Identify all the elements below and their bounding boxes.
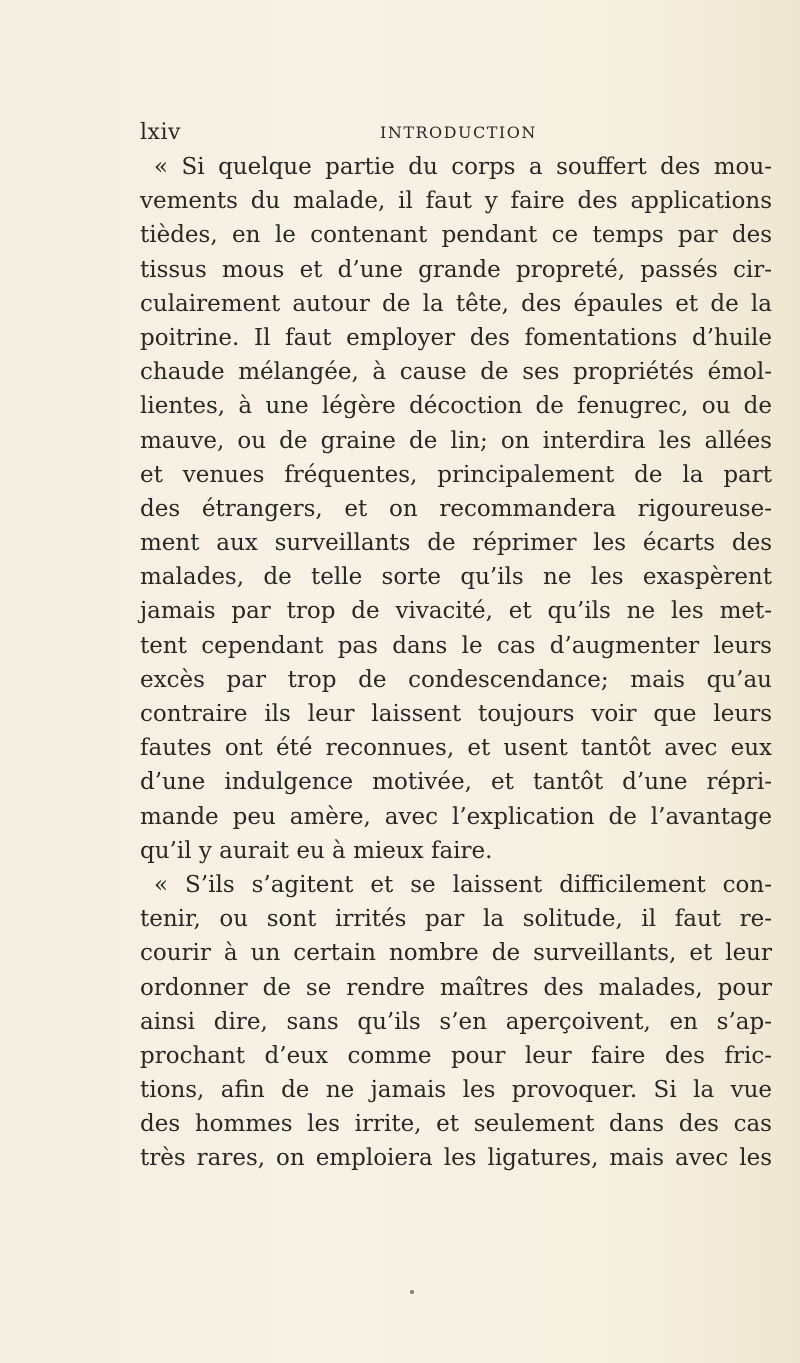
text-line: mande peu amère, avec l’explication de l’avantage [140,803,772,830]
text-line: tions, afin de ne jamais les provoquer. Si la vue [140,1077,772,1104]
text-line: excès par trop de condescendance; mais qu’au [140,666,772,693]
text-line: ainsi dire, sans qu’ils s’en aperçoivent, en s’ap- [140,1008,772,1035]
text-line: fautes ont été reconnues, et usent tantôt avec eux [140,735,772,762]
text-line: vements du malade, il faut y faire des applications [140,188,772,215]
text-line: culairement autour de la tête, des épaules et de la [140,290,772,317]
text-line: très rares, on emploiera les ligatures, mais avec les [140,1145,772,1172]
text-line: courir à un certain nombre de surveillants, et leur [140,940,772,967]
text-line: « S’ils s’agitent et se laissent difficilement con- [154,871,772,898]
text-line: tent cependant pas dans le cas d’augmenter leurs [140,632,772,659]
running-head [140,120,770,144]
text-line: poitrine. Il faut employer des fomentations d’huile [140,324,772,351]
text-line: malades, de telle sorte qu’ils ne les exaspèrent [140,564,772,591]
text-line: mauve, ou de graine de lin; on interdira les allées [140,427,772,454]
text-line: ordonner de se rendre maîtres des malades, pour [140,974,772,1001]
text-line: chaude mélangée, à cause de ses propriétés émol- [140,359,772,386]
text-line: prochant d’eux comme pour leur faire des fric- [140,1042,772,1069]
text-line: jamais par trop de vivacité, et qu’ils ne les met- [140,598,772,625]
text-line: tenir, ou sont irrités par la solitude, il faut re- [140,906,772,933]
text-line: « Si quelque partie du corps a souffert des mou- [154,154,772,180]
text-line: lientes, à une légère décoction de fenugrec, ou de [140,393,772,420]
text-line: d’une indulgence motivée, et tantôt d’une répri- [140,769,772,796]
text-line: ment aux surveillants de réprimer les écarts des [140,530,772,557]
paper-speck [410,1290,414,1294]
body-text [140,150,772,1176]
running-title: INTRODUCTION [380,123,537,142]
text-line: des étrangers, et on recommandera rigoureuse- [140,495,772,522]
text-line: tièdes, en le contenant pendant ce temps par des [140,222,772,249]
page-number: lxiv [140,120,181,145]
text-line: et venues fréquentes, principalement de la part [140,461,772,488]
text-line: tissus mous et d’une grande propreté, passés cir- [140,256,772,283]
text-line: des hommes les irrite, et seulement dans des cas [140,1111,772,1138]
text-line: qu’il y aurait eu à mieux faire. [140,837,493,864]
text-line: contraire ils leur laissent toujours voir que leurs [140,701,772,727]
